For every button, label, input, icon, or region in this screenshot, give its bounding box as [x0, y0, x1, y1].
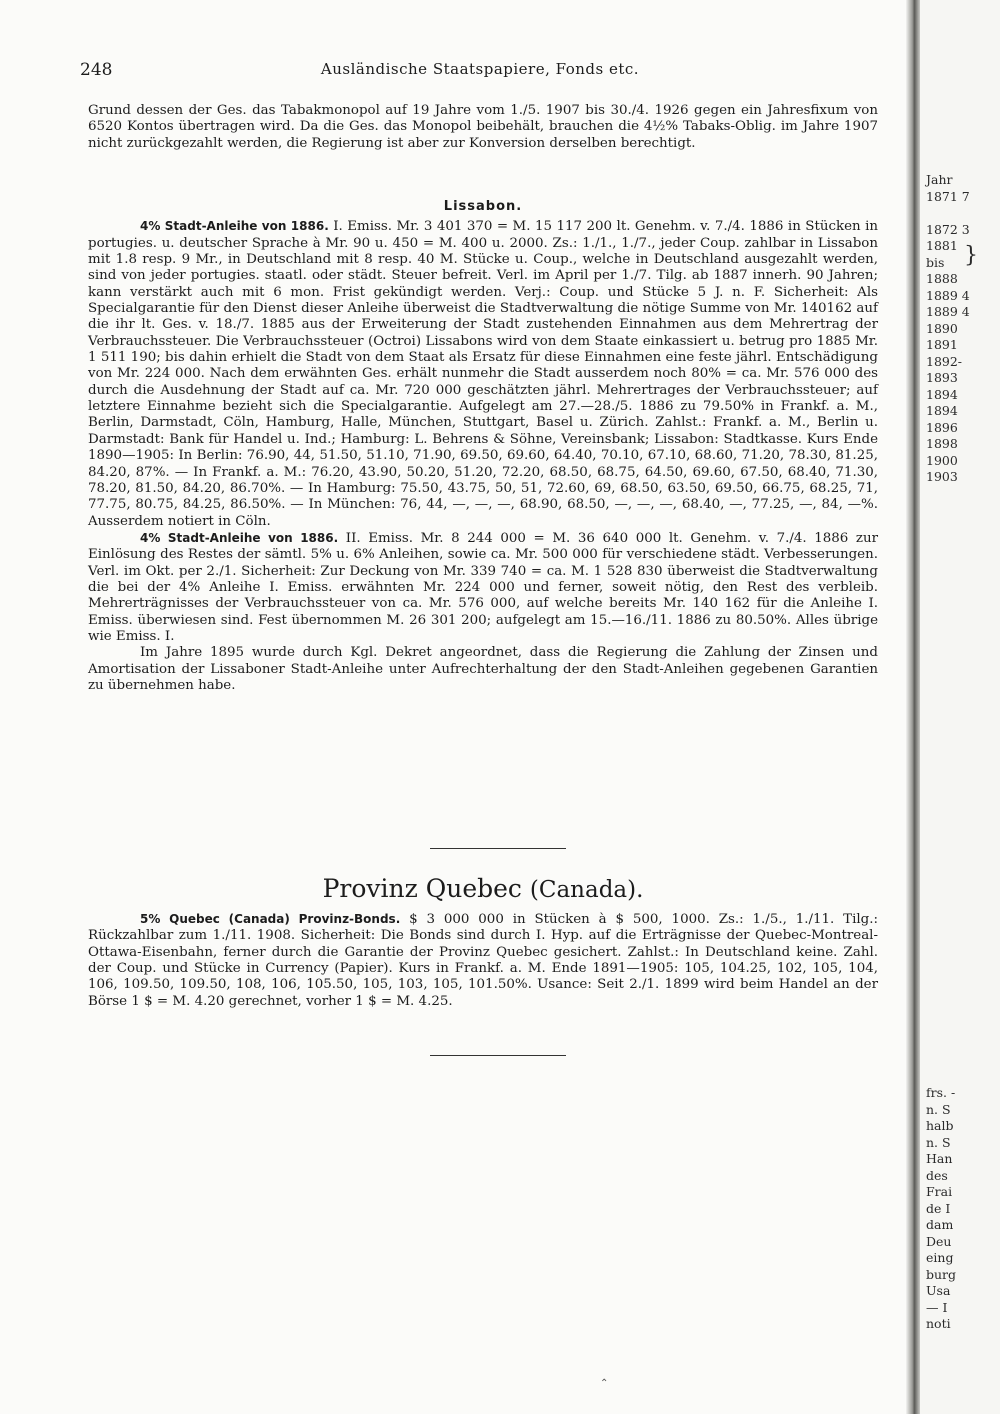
margin-line: eing	[926, 1250, 954, 1265]
margin-line: 1903	[926, 469, 958, 484]
margin-line: Deu	[926, 1233, 952, 1249]
end-divider	[430, 1055, 566, 1056]
margin-line: dam	[926, 1217, 954, 1232]
margin-line: n. S	[926, 1134, 951, 1150]
intro-paragraph: Grund dessen der Ges. das Tabakmonopol auf 19 Jahre vom 1./5. 1907 bis 30./4. 1926 gegen ein Jahresfixum von 6520 Kontos übertragen wird. Da die Ges. das Monopol beibehält, brauchen die 4½% Tabaks-Oblig. im Jahre 1907 nicht zurückgezahlt werden, die Regierung ist aber zur Konversion derselben berechtigt.	[88, 103, 878, 151]
margin-line: 1888	[926, 271, 958, 286]
margin-line: n. S	[926, 1101, 951, 1117]
margin-line: bis	[926, 254, 945, 270]
margin-line	[926, 205, 1000, 222]
lissabon-emission-1	[88, 218, 878, 530]
margin-line: — I	[926, 1299, 948, 1315]
margin-line: 1891	[926, 337, 958, 352]
quebec-bonds-lead: 5% Quebec (Canada) Provinz-Bonds.	[140, 912, 401, 926]
quebec-title-sub: (Canada).	[529, 877, 644, 903]
margin-line: 1872 3	[926, 221, 970, 237]
quebec-bonds	[88, 911, 878, 1010]
emission-2-lead: 4% Stadt-Anleihe von 1886.	[140, 530, 339, 545]
margin-line: 1890	[926, 320, 958, 336]
margin-line: 1889 4	[926, 304, 970, 319]
lissabon-emission-2	[88, 530, 878, 645]
section-divider	[430, 848, 566, 849]
lissabon-title: Lissabon.	[443, 199, 523, 214]
print-speck: ⌃	[600, 1378, 609, 1389]
margin-line: de I	[926, 1200, 951, 1216]
margin-line: 1893	[926, 370, 958, 385]
margin-line: 1894	[926, 386, 958, 402]
margin-line: 1898	[926, 436, 958, 451]
page-gutter	[906, 0, 920, 1414]
emission-2-text: II. Emiss. Mr. 8 244 000 = M. 36 640 000 lt. Genehm. v. 7./4. 1886 zur Einlösung des Restes der sämtl. 5% u. 6% Anleihen, sowie ca. Mr. 500 000 für verschiedene städt. Verbesserungen. Verl. im Okt. per 2./1. Sicherheit: Zur Deckung von Mr. 339 740 = ca. M. 1 528 830 überweist die Stadtverwaltung die bei der 4% Anleihe I. Emiss. erwähnten Mr. 224 000 und ferner, soweit nötig, den Rest des verbleib. Mehrerträgnisses der Verbrauchssteuer von ca. Mr. 576 000, auf welche bereits Mr. 140 162 für die Anleihe I. Emiss. überwiesen sind. Fest übernommen M. 26 301 200; aufgelegt am 15.—16./11. 1886 zu 80.50%. Alles übrige wie Emiss. I.	[88, 530, 878, 644]
intro-section	[88, 103, 878, 152]
margin-line: frs. -	[926, 1085, 956, 1100]
quebec-title	[88, 874, 878, 905]
margin-line: burg	[926, 1266, 957, 1282]
facing-page-column-bottom	[926, 1085, 1000, 1333]
margin-line: Frai	[926, 1184, 953, 1199]
margin-line: des	[926, 1167, 948, 1183]
brace-glyph: }	[964, 243, 978, 268]
margin-line: 1900	[926, 452, 958, 468]
lissabon-decree: Im Jahre 1895 wurde durch Kgl. Dekret angeordnet, dass die Regierung die Zahlung der Zinsen und Amortisation der Lissaboner Stadt-Anleihe unter Aufrechterhaltung der den Stadt-Anleihen gegebenen Garantien zu übernehmen habe.	[88, 645, 878, 693]
lissabon-section	[88, 199, 878, 694]
margin-line: 1892-	[926, 353, 963, 369]
emission-1-lead: 4% Stadt-Anleihe von 1886.	[140, 219, 329, 234]
margin-line: Usa	[926, 1283, 951, 1298]
margin-line: 1889 4	[926, 287, 970, 303]
quebec-bonds-text: $ 3 000 000 in Stücken à $ 500, 1000. Zs.: 1./5., 1./11. Tilg.: Rückzahlbar zum 1./11. 1908. Sicherheit: Die Bonds sind durch I. Hyp. auf die Erträgnisse der Quebec-Montreal-Ottawa-Eisenbahn, ferner durch die Garantie der Provinz Quebec gesichert. Zahlst.: In Deutschland keine. Zahl. der Coup. und Stücke in Currency (Papier). Kurs in Frankf. a. M. Ende 1891—1905: 105, 104.25, 102, 105, 104, 106, 109.50, 109.50, 108, 106, 105.50, 105, 103, 105, 101.50%. Usance: Seit 2./1. 1899 wird beim Handel an der Börse 1 $ = M. 4.20 gerechnet, vorher 1 $ = M. 4.25.	[88, 912, 878, 1009]
margin-line: Jahr	[926, 172, 953, 187]
quebec-section	[88, 874, 878, 1010]
page-header	[80, 60, 880, 84]
margin-line: Han	[926, 1151, 953, 1166]
emission-1-text: I. Emiss. Mr. 3 401 370 = M. 15 117 200 lt. Genehm. v. 7./4. 1886 in Stücken in portugies. u. deutscher Sprache à Mr. 90 u. 450 = M. 400 u. 2000. Zs.: 1./1., 1./7., jeder Coup. zahlbar in Lissabon mit 1.8 resp. 9 Mr., in Deutschland mit 8 resp. 40 M. Stücke u. Coup., welche in Deutschland ausgezahlt werden, sind von jeder portugies. staatl. oder städt. Steuer befreit. Verl. im April per 1./7. Tilg. ab 1887 innerh. 90 Jahren; kann verstärkt auch mit 6 mon. Frist gekündigt werden. Verj.: Coup. und Stücke 5 J. n. F. Sicherheit: Als Specialgarantie für den Dienst dieser Anleihe überweist die Stadtverwaltung die nötige Summe von Mr. 140162 auf die ihr lt. Ges. v. 18./7. 1885 aus der Erweiterung der Stadt zustehenden Einnahmen aus dem Mehrertrag der Verbrauchssteuer. Die Verbrauchssteuer (Octroi) Lissabons wird von dem Staate einkassiert u. betrug pro 1885 Mr. 1 511 190; bis dahin erhielt die Stadt von dem Staat als Ersatz für diese Einnahmen eine feste jährl. Entschädigung von Mr. 224 000. Nach dem erwähnten Ges. erhält nunmehr die Stadt ausserdem noch 80% = ca. Mr. 576 000 des durch die Ausdehnung der Stadt auf ca. Mr. 720 000 geschätzten jährl. Mehrertrages der Verbrauchssteuer; auf letztere Einnahme bezieht sich die Specialgarantie. Aufgelegt am 27.—28./5. 1886 zu 79.50% in Frankf. a. M., Berlin, Darmstadt, Cöln, Hamburg, Halle, München, Stuttgart, Basel u. Zürich. Zahlst.: Frankf. a. M., Berlin u. Darmstadt: Bank für Handel u. Ind.; Hamburg: L. Behrens & Söhne, Vereinsbank; Lissabon: Stadtkasse. Kurs Ende 1890—1905: In Berlin: 76.90, 44, 51.50, 51.10, 71.90, 69.50, 69.60, 64.40, 70.10, 67.10, 68.60, 71.20, 78.30, 81.25, 84.20, 87%. — In Frankf. a. M.: 76.20, 43.90, 50.20, 51.20, 72.20, 68.50, 68.75, 64.50, 69.60, 67.50, 68.40, 71.30, 78.20, 81.50, 84.20, 86.70%. — In Hamburg: 75.50, 43.75, 50, 51, 72.60, 69, 68.50, 63.50, 69.50, 66.75, 68.25, 71, 77.75, 80.75, 84.25, 86.50%. — In München: 76, 44, —, —, —, 68.90, 68.50, —, —, —, 68.40, —, 77.25, —, 84, —%. Ausserdem notiert in Cöln.	[88, 219, 878, 529]
margin-line: noti	[926, 1316, 951, 1331]
margin-line: halb	[926, 1118, 954, 1133]
facing-page-column-top	[926, 172, 1000, 486]
quebec-title-main: Provinz Quebec	[322, 874, 522, 903]
page-number: 248	[80, 60, 113, 80]
margin-line: 1894	[926, 403, 958, 418]
margin-line: 1871 7	[926, 188, 970, 204]
running-head: Ausländische Staatspapiere, Fonds etc.	[320, 60, 640, 78]
margin-line: 1881	[926, 238, 958, 253]
margin-line: 1896	[926, 419, 958, 435]
